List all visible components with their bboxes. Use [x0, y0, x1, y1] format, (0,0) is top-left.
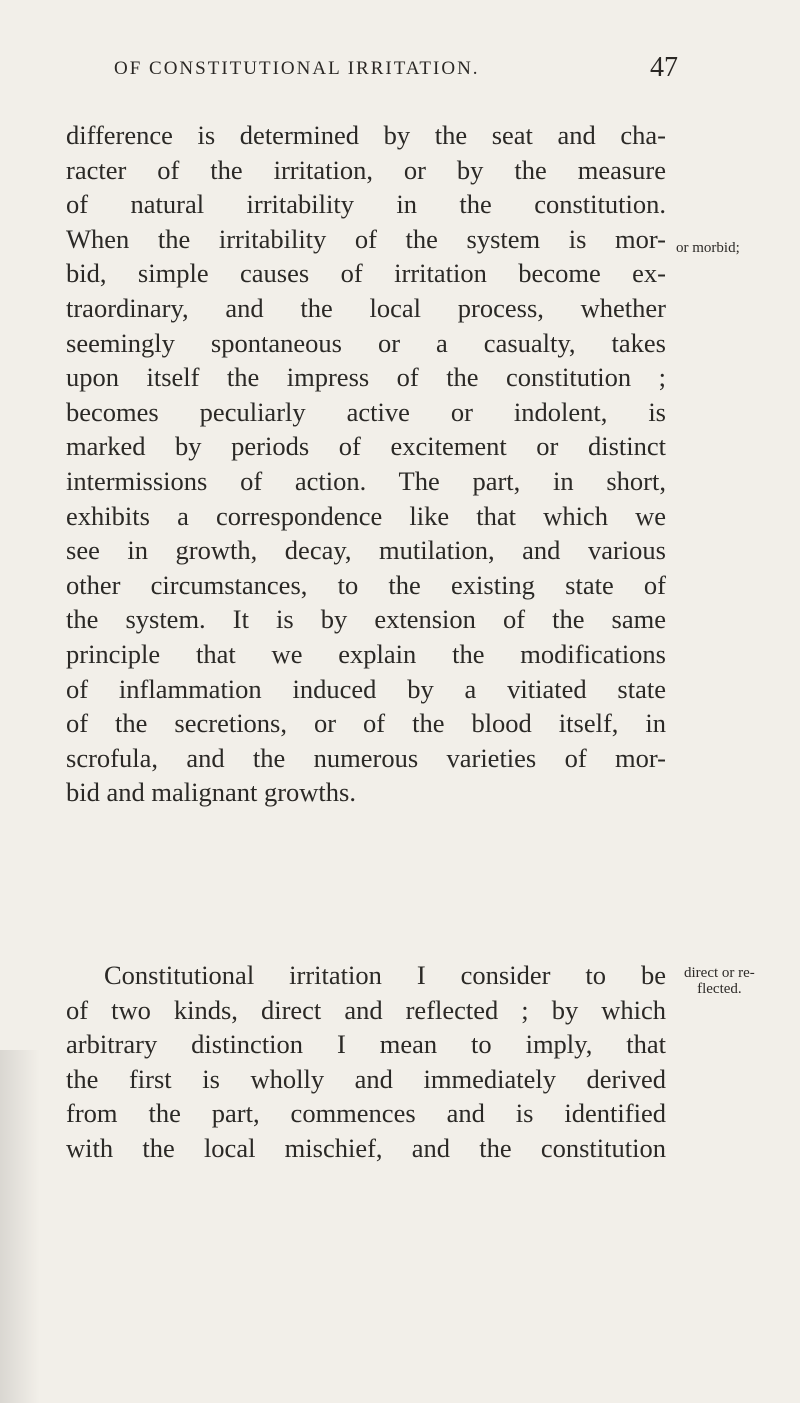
text-line: of inflammation induced by a vitiated state: [66, 673, 666, 704]
text-line: becomes peculiarly active or indolent, is: [66, 396, 666, 427]
text-line: the system. It is by extension of the same: [66, 604, 666, 635]
text-line: of two kinds, direct and reflected ; by which: [66, 994, 666, 1025]
text-line: with the local mischief, and the constitution: [66, 1132, 666, 1163]
text-line: of natural irritability in the constitution.: [66, 189, 666, 220]
text-line: seemingly spontaneous or a casualty, takes: [66, 327, 666, 358]
text-line: scrofula, and the numerous varieties of mor-: [66, 742, 666, 773]
page-number: 47: [650, 52, 678, 83]
text-line: marked by periods of excitement or distinct: [66, 431, 666, 462]
margin-note-morbid: [676, 240, 740, 256]
text-line: upon itself the impress of the constitution ;: [66, 362, 666, 393]
text-line: traordinary, and the local process, whether: [66, 292, 666, 323]
page-gutter-shadow: [0, 1050, 40, 1403]
margin-note-direct-reflected: [684, 965, 755, 997]
paragraph-2: [66, 958, 666, 1166]
text-line: of the secretions, or of the blood itself, in: [66, 708, 666, 739]
text-line: bid and malignant growths.: [66, 777, 356, 808]
running-title: OF CONSTITUTIONAL IRRITATION.: [114, 58, 480, 79]
margin-note-line: or morbid;: [676, 240, 740, 256]
text-line: intermissions of action. The part, in short,: [66, 465, 666, 496]
text-line: see in growth, decay, mutilation, and various: [66, 535, 666, 566]
text-line: difference is determined by the seat and cha-: [66, 120, 666, 150]
margin-note-line: flected.: [697, 981, 742, 997]
text-line: exhibits a correspondence like that which we: [66, 500, 666, 531]
text-line: arbitrary distinction I mean to imply, that: [66, 1029, 666, 1060]
text-line: racter of the irritation, or by the measure: [66, 154, 666, 185]
text-line: When the irritability of the system is mor-: [66, 223, 666, 254]
text-line: other circumstances, to the existing state of: [66, 569, 666, 600]
text-line: bid, simple causes of irritation become ex-: [66, 258, 666, 289]
text-line: Constitutional irritation I consider to be: [104, 960, 666, 990]
text-line: the first is wholly and immediately derived: [66, 1063, 666, 1094]
margin-note-line: direct or re-: [684, 965, 755, 981]
paragraph-1: [66, 118, 666, 810]
text-line: from the part, commences and is identified: [66, 1098, 666, 1129]
text-line: principle that we explain the modifications: [66, 638, 666, 669]
